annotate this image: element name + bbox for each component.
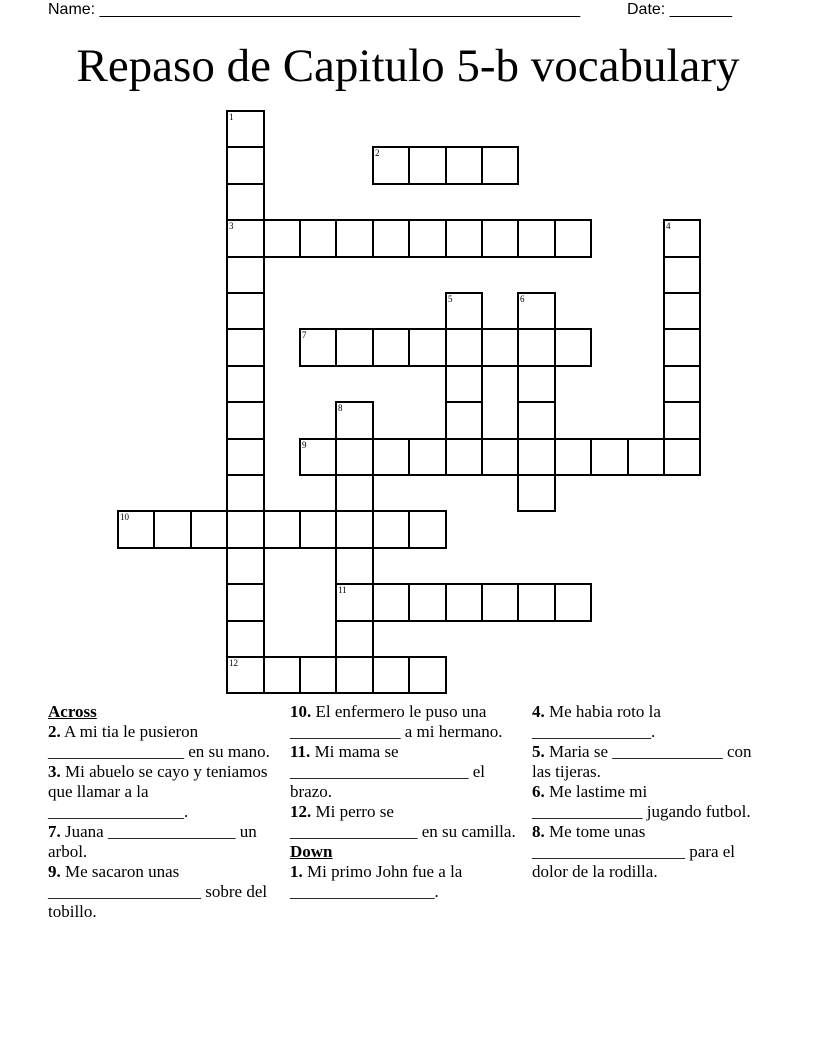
- grid-cell[interactable]: [554, 438, 592, 476]
- clues-column-2: [290, 702, 525, 902]
- clue-item: [48, 822, 280, 862]
- grid-cell[interactable]: [408, 328, 447, 367]
- clue-number: 4: [666, 221, 671, 231]
- clue-item: [532, 822, 757, 882]
- clue-number-label: 11.: [290, 742, 311, 761]
- clue-number: 5: [448, 294, 453, 304]
- clue-number: 7: [302, 330, 307, 340]
- grid-cell[interactable]: [408, 583, 447, 622]
- grid-cell[interactable]: [517, 292, 556, 330]
- clue-item: [290, 742, 525, 802]
- clue-text: Mi abuelo se cayo y teniamos que llamar a la ________________.: [48, 762, 268, 821]
- clue-number: 10: [120, 512, 129, 522]
- grid-cell[interactable]: [481, 583, 519, 622]
- grid-cell[interactable]: [226, 583, 265, 622]
- grid-cell[interactable]: [153, 510, 192, 549]
- grid-cell[interactable]: [299, 656, 337, 694]
- grid-cell[interactable]: [517, 365, 556, 403]
- clue-number-label: 9.: [48, 862, 61, 881]
- grid-cell[interactable]: [335, 328, 374, 367]
- grid-cell[interactable]: [517, 583, 556, 622]
- grid-cell[interactable]: [445, 583, 483, 622]
- grid-cell[interactable]: [226, 256, 265, 294]
- grid-cell[interactable]: [517, 474, 556, 512]
- clue-number: 11: [338, 585, 347, 595]
- clue-number: 3: [229, 221, 234, 231]
- clue-number: 8: [338, 403, 343, 413]
- grid-cell[interactable]: [226, 146, 265, 185]
- clue-number-label: 8.: [532, 822, 545, 841]
- across-heading: Across: [48, 702, 97, 721]
- clue-text: Juana _______________ un arbol.: [48, 822, 257, 861]
- grid-cell[interactable]: [226, 110, 265, 148]
- grid-cell[interactable]: [445, 365, 483, 403]
- grid-cell[interactable]: [372, 146, 410, 185]
- grid-cell[interactable]: [408, 219, 447, 258]
- grid-cell[interactable]: [226, 365, 265, 403]
- grid-cell[interactable]: [372, 219, 410, 258]
- clue-text: Mi primo John fue a la _________________.: [290, 862, 463, 901]
- grid-cell[interactable]: [226, 547, 265, 585]
- clue-item: [48, 862, 280, 922]
- grid-cell[interactable]: [226, 438, 265, 476]
- clue-text: El enfermero le puso una _____________ a mi hermano.: [290, 702, 503, 741]
- clue-item: [532, 782, 757, 822]
- clue-text: Me sacaron unas __________________ sobre del tobillo.: [48, 862, 268, 921]
- grid-cell[interactable]: [226, 292, 265, 330]
- clue-text: Me tome unas __________________ para el dolor de la rodilla.: [532, 822, 736, 881]
- grid-cell[interactable]: [263, 510, 301, 549]
- grid-cell[interactable]: [408, 510, 447, 549]
- grid-cell[interactable]: [517, 401, 556, 440]
- clue-item: [532, 742, 757, 782]
- clue-number-label: 10.: [290, 702, 312, 721]
- grid-cell[interactable]: [517, 328, 556, 367]
- clue-item: [290, 802, 525, 842]
- grid-cell[interactable]: [372, 583, 410, 622]
- page-title: Repaso de Capitulo 5-b vocabulary: [76, 40, 740, 92]
- grid-cell[interactable]: [335, 547, 374, 585]
- grid-cell[interactable]: [663, 219, 701, 258]
- grid-cell[interactable]: [226, 474, 265, 512]
- grid-cell[interactable]: [299, 438, 337, 476]
- clue-number-label: 12.: [290, 802, 312, 821]
- grid-cell[interactable]: [372, 328, 410, 367]
- grid-cell[interactable]: [663, 365, 701, 403]
- clue-text: Mi mama se _____________________ el brazo.: [290, 742, 486, 801]
- grid-cell[interactable]: [590, 438, 629, 476]
- grid-cell[interactable]: [445, 328, 483, 367]
- clue-number-label: 5.: [532, 742, 545, 761]
- grid-cell[interactable]: [335, 219, 374, 258]
- grid-cell[interactable]: [372, 438, 410, 476]
- grid-cell[interactable]: [445, 438, 483, 476]
- grid-cell[interactable]: [445, 292, 483, 330]
- grid-cell[interactable]: [226, 401, 265, 440]
- clue-item: [290, 702, 525, 742]
- clue-number: 1: [229, 112, 234, 122]
- clue-text: Me habia roto la ______________.: [532, 702, 661, 741]
- clue-number-label: 3.: [48, 762, 61, 781]
- clue-number-label: 1.: [290, 862, 303, 881]
- clue-number: 6: [520, 294, 525, 304]
- grid-cell[interactable]: [663, 292, 701, 330]
- grid-cell[interactable]: [335, 474, 374, 512]
- clue-number: 9: [302, 440, 307, 450]
- grid-cell[interactable]: [335, 583, 374, 622]
- date-line: Date: _______: [627, 1, 732, 18]
- clues-column-3: [532, 702, 757, 882]
- grid-cell[interactable]: [263, 219, 301, 258]
- grid-cell[interactable]: [263, 656, 301, 694]
- grid-cell[interactable]: [372, 656, 410, 694]
- grid-cell[interactable]: [335, 401, 374, 440]
- grid-cell[interactable]: [627, 438, 665, 476]
- grid-cell[interactable]: [226, 183, 265, 221]
- clues-column-1: [48, 702, 280, 922]
- down-heading: Down: [290, 842, 333, 861]
- grid-cell[interactable]: [335, 438, 374, 476]
- grid-cell[interactable]: [517, 438, 556, 476]
- grid-cell[interactable]: [335, 510, 374, 549]
- grid-cell[interactable]: [554, 328, 592, 367]
- clue-text: Mi perro se _______________ en su camilla.: [290, 802, 516, 841]
- clue-item: [290, 862, 525, 902]
- grid-cell[interactable]: [663, 438, 701, 476]
- clue-number-label: 7.: [48, 822, 61, 841]
- grid-cell[interactable]: [445, 146, 483, 185]
- clue-text: Maria se _____________ con las tijeras.: [532, 742, 752, 781]
- grid-cell[interactable]: [226, 656, 265, 694]
- clue-text: A mi tia le pusieron ________________ en su mano.: [48, 722, 270, 761]
- grid-cell[interactable]: [408, 656, 447, 694]
- grid-cell[interactable]: [299, 328, 337, 367]
- grid-cell[interactable]: [372, 510, 410, 549]
- clue-number-label: 4.: [532, 702, 545, 721]
- grid-cell[interactable]: [481, 438, 519, 476]
- clue-item: [48, 722, 280, 762]
- grid-cell[interactable]: [517, 219, 556, 258]
- name-line: Name: ______________________________________________________: [48, 1, 581, 18]
- grid-cell[interactable]: [335, 620, 374, 658]
- clue-item: [48, 762, 280, 822]
- grid-cell[interactable]: [481, 328, 519, 367]
- grid-cell[interactable]: [554, 219, 592, 258]
- grid-cell[interactable]: [663, 328, 701, 367]
- grid-cell[interactable]: [226, 620, 265, 658]
- clue-number: 2: [375, 148, 380, 158]
- grid-cell[interactable]: [663, 256, 701, 294]
- grid-cell[interactable]: [481, 219, 519, 258]
- grid-cell[interactable]: [554, 583, 592, 622]
- grid-cell[interactable]: [226, 219, 265, 258]
- clue-text: Me lastime mi _____________ jugando futbol.: [532, 782, 751, 821]
- grid-cell[interactable]: [299, 510, 337, 549]
- grid-cell[interactable]: [299, 219, 337, 258]
- clue-number: 12: [229, 658, 238, 668]
- grid-cell[interactable]: [226, 510, 265, 549]
- grid-cell[interactable]: [663, 401, 701, 440]
- grid-cell[interactable]: [445, 401, 483, 440]
- clue-number-label: 6.: [532, 782, 545, 801]
- grid-cell[interactable]: [190, 510, 228, 549]
- clue-item: [532, 702, 757, 742]
- grid-cell[interactable]: [226, 328, 265, 367]
- grid-cell[interactable]: [335, 656, 374, 694]
- clue-number-label: 2.: [48, 722, 61, 741]
- grid-cell[interactable]: [117, 510, 155, 549]
- grid-cell[interactable]: [408, 146, 447, 185]
- grid-cell[interactable]: [445, 219, 483, 258]
- grid-cell[interactable]: [408, 438, 447, 476]
- grid-cell[interactable]: [481, 146, 519, 185]
